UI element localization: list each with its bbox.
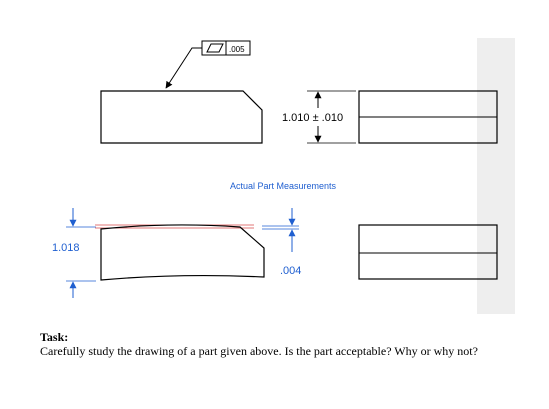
task-title: Task: <box>40 330 69 344</box>
task-block <box>40 330 540 358</box>
front-view-actual <box>101 225 264 280</box>
measured-height-label: 1.018 <box>52 242 80 254</box>
leader-line <box>166 48 202 88</box>
side-panel <box>477 38 515 314</box>
front-view-nominal <box>101 91 262 143</box>
section-heading: Actual Part Measurements <box>230 181 337 191</box>
measured-deviation-label: .004 <box>280 265 302 277</box>
side-view-nominal <box>359 91 497 143</box>
flatness-tolerance-value: .005 <box>229 45 245 54</box>
flatness-feature-control-frame <box>202 41 250 55</box>
nominal-dimension-label: 1.010 ± .010 <box>282 112 344 124</box>
side-view-actual <box>359 225 497 279</box>
task-question: Carefully study the drawing of a part given above. Is the part acceptable? Why or why not? <box>40 344 478 358</box>
